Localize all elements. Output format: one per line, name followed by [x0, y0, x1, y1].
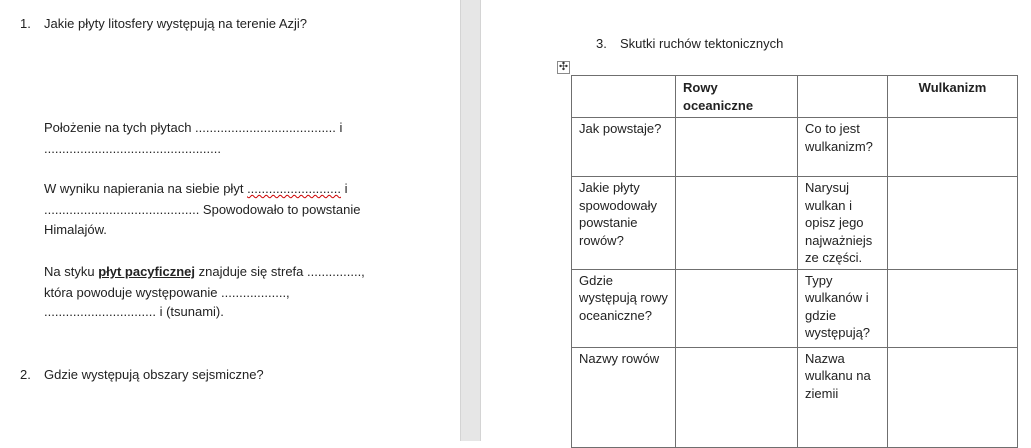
table-header-cell[interactable]	[572, 76, 676, 118]
pacific-line-1-end: znajduje się strefa ...............,	[195, 264, 365, 279]
table-cell[interactable]	[676, 347, 798, 447]
table-row	[572, 177, 1018, 270]
table-cell[interactable]: Nazwa wulkanu na ziemii	[798, 347, 888, 447]
question-1-text: Jakie płyty litosfery występują na terenie Azji?	[44, 16, 308, 31]
table-row	[572, 118, 1018, 177]
table-cell[interactable]: Jakie płyty spowodowały powstanie rowów?	[572, 177, 676, 270]
question-2-number: 2.	[20, 367, 31, 382]
table-cell[interactable]: Nazwy rowów	[572, 347, 676, 447]
pacific-line-1-text: Na styku	[44, 264, 99, 279]
placement-line-2: .................................................	[44, 141, 221, 156]
question-3-text: Skutki ruchów tektonicznych	[620, 36, 784, 51]
question-3-number: 3.	[596, 36, 607, 51]
table-header-trenches[interactable]: Rowy oceaniczne	[676, 76, 798, 118]
table-cell[interactable]	[888, 118, 1018, 177]
pacific-line-2: która powoduje występowanie ..................,	[44, 285, 290, 300]
collision-blank: ..........................	[247, 181, 341, 196]
table-row	[572, 269, 1018, 347]
table-cell[interactable]: Typy wulkanów i gdzie występują?	[798, 269, 888, 347]
pacific-plate-emphasis: płyt pacyficznej	[98, 264, 195, 279]
page-gutter	[460, 0, 481, 441]
pacific-line-1	[44, 262, 365, 282]
table-move-icon[interactable]: ✣	[558, 61, 569, 73]
question-1-number: 1.	[20, 16, 31, 31]
collision-line-2: ........................................... Spowodowało to powstanie	[44, 202, 361, 217]
table-cell[interactable]	[676, 269, 798, 347]
table-cell[interactable]: Jak powstaje?	[572, 118, 676, 177]
tectonics-table	[571, 75, 1018, 448]
table-cell[interactable]: Co to jest wulkanizm?	[798, 118, 888, 177]
left-page	[0, 0, 460, 441]
table-header-row	[572, 76, 1018, 118]
question-2-text: Gdzie występują obszary sejsmiczne?	[44, 367, 264, 382]
table-cell[interactable]	[888, 177, 1018, 270]
table-cell[interactable]: Narysuj wulkan i opisz jego najważniejs ze części.	[798, 177, 888, 270]
table-cell[interactable]	[888, 269, 1018, 347]
table-row	[572, 347, 1018, 447]
placement-line-1: Położenie na tych płytach ....................................... i	[44, 120, 343, 135]
table-cell[interactable]: Gdzie występują rowy oceaniczne?	[572, 269, 676, 347]
collision-line-1	[44, 179, 347, 199]
table-cell[interactable]	[888, 347, 1018, 447]
table-cell[interactable]	[676, 177, 798, 270]
collision-line-1-end: i	[340, 181, 348, 196]
pacific-line-3: ............................... i (tsunami).	[44, 304, 224, 319]
collision-line-1-text: W wyniku napierania na siebie płyt	[44, 181, 248, 196]
table-header-volcanism[interactable]: Wulkanizm	[888, 76, 1018, 118]
collision-line-3: Himalajów.	[44, 222, 107, 237]
table-header-cell[interactable]	[798, 76, 888, 118]
table-cell[interactable]	[676, 118, 798, 177]
